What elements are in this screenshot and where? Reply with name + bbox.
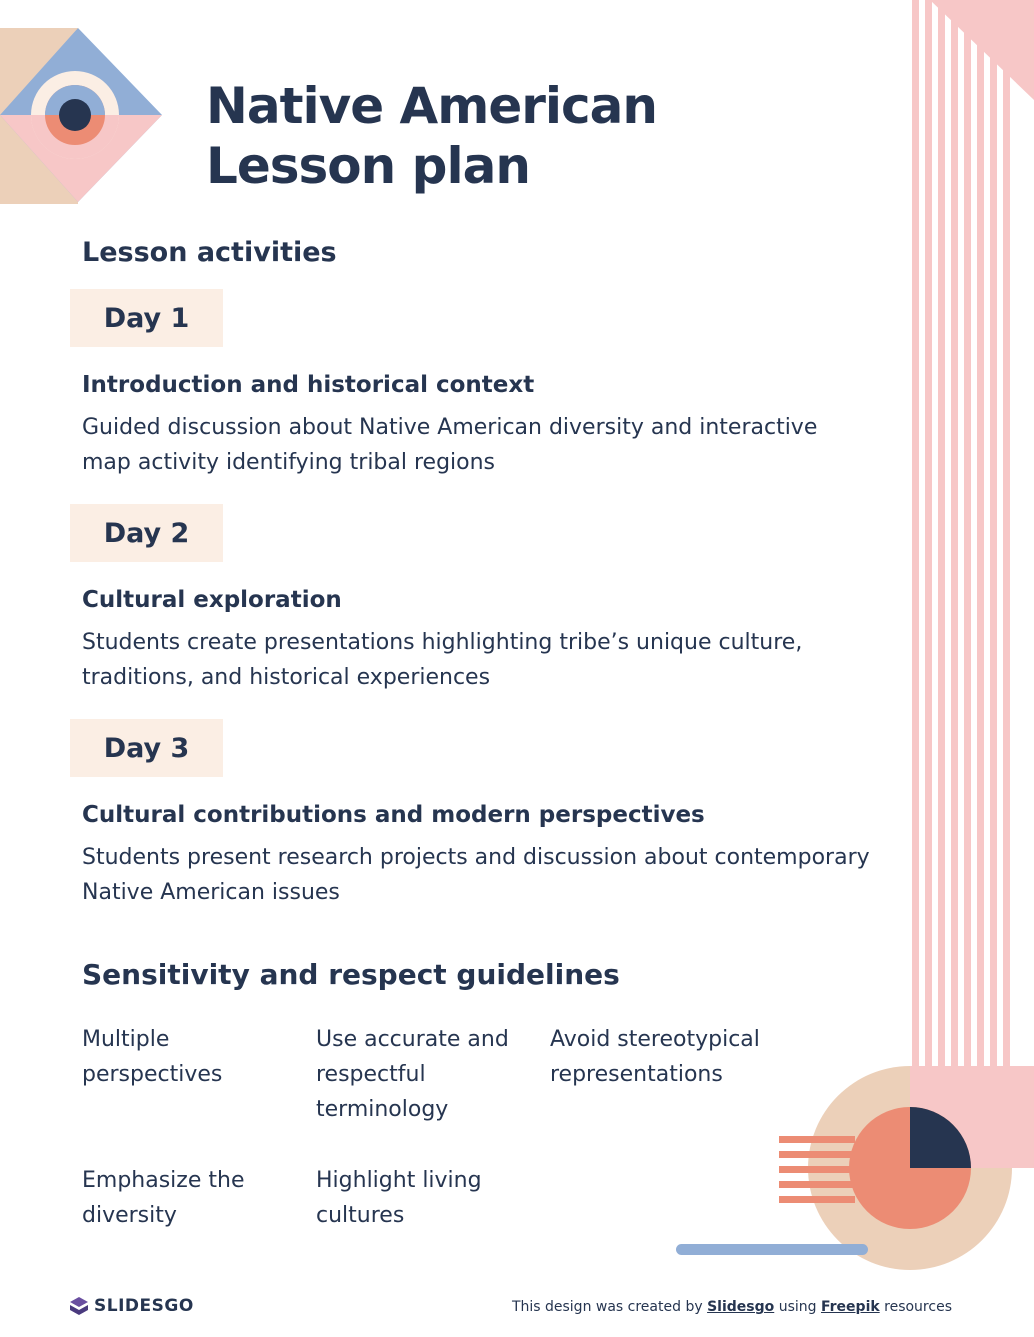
day-3-description: Students present research projects and discussion about contemporary Native American issues bbox=[82, 845, 870, 905]
guideline-item: Avoid stereotypical representations bbox=[550, 1027, 760, 1087]
guideline-item: Use accurate and respectful terminology bbox=[316, 1027, 509, 1122]
day-3-title: Cultural contributions and modern perspectives bbox=[82, 802, 705, 828]
eye-diamond-decoration bbox=[0, 0, 170, 210]
slidesgo-link[interactable]: Slidesgo bbox=[707, 1299, 775, 1315]
slidesgo-logo-text: SLIDESGO bbox=[94, 1296, 194, 1316]
guideline-item: Multiple perspectives bbox=[82, 1027, 223, 1087]
title-line-2: Lesson plan bbox=[206, 137, 530, 195]
day-1-description: Guided discussion about Native American diversity and interactive map activity identifying tribal regions bbox=[82, 415, 818, 475]
freepik-link[interactable]: Freepik bbox=[820, 1299, 880, 1315]
day-2-tag: Day 2 bbox=[70, 504, 223, 562]
day-1-title: Introduction and historical context bbox=[82, 372, 535, 398]
credit-line bbox=[512, 1299, 952, 1315]
day-1-tag: Day 1 bbox=[70, 289, 223, 347]
slidesgo-logo-icon bbox=[70, 1297, 88, 1315]
day-2-title: Cultural exploration bbox=[82, 587, 342, 613]
title-line-1: Native American bbox=[206, 77, 658, 135]
credit-middle: using bbox=[778, 1299, 817, 1315]
day-2-description: Students create presentations highlighting tribe’s unique culture, traditions, and historical experiences bbox=[82, 630, 803, 690]
credit-prefix: This design was created by bbox=[511, 1299, 703, 1315]
guideline-item: Emphasize the diversity bbox=[82, 1168, 245, 1228]
slidesgo-logo[interactable] bbox=[70, 1296, 194, 1316]
guidelines-heading: Sensitivity and respect guidelines bbox=[82, 958, 620, 991]
credit-suffix: resources bbox=[884, 1299, 952, 1315]
guideline-item: Highlight living cultures bbox=[316, 1168, 482, 1228]
lesson-activities-heading: Lesson activities bbox=[82, 237, 337, 268]
page-title bbox=[206, 76, 657, 196]
day-3-tag: Day 3 bbox=[70, 719, 223, 777]
